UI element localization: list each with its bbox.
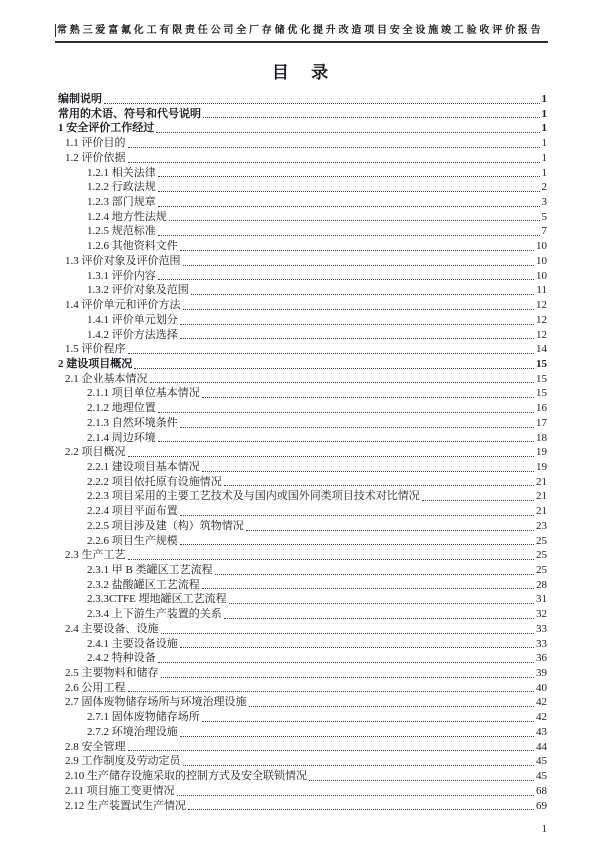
dot-leader xyxy=(158,180,540,195)
dot-leader xyxy=(177,784,534,799)
toc-entry-page: 42 xyxy=(536,696,547,709)
toc-entry-label: 2.3.1 甲 B 类罐区工艺流程 xyxy=(87,564,213,576)
toc-entry-page: 14 xyxy=(536,343,547,356)
toc-entry xyxy=(87,431,547,446)
toc-entry xyxy=(87,637,547,652)
toc-entry xyxy=(65,342,547,357)
footer-page-number: 1 xyxy=(541,823,547,835)
toc-entry-label: 2 建设项目概况 xyxy=(58,357,133,370)
toc-entry xyxy=(87,489,547,504)
header-title: 常熟三爱富氟化工有限责任公司全厂存储优化提升改造项目安全设施竣工验收评价报告 xyxy=(57,25,544,36)
toc-entry-label: 2.3 生产工艺 xyxy=(65,549,126,562)
toc-entry-label: 2.8 安全管理 xyxy=(65,740,126,753)
dot-leader xyxy=(158,651,534,666)
toc-entry xyxy=(87,651,547,666)
toc-entry-page: 21 xyxy=(536,505,547,518)
toc-entry xyxy=(87,607,547,622)
toc-entry-page: 1 xyxy=(541,166,547,179)
toc-entry xyxy=(87,710,547,725)
dot-leader xyxy=(150,372,535,387)
toc-entry-label: 2.11 项目施工变更情况 xyxy=(65,784,175,797)
toc-entry xyxy=(87,475,547,490)
toc-entry-label: 2.2.5 项目涉及建（构）筑物情况 xyxy=(87,519,244,532)
toc-entry-page: 68 xyxy=(536,784,547,797)
toc-entry-label: 2.7.1 固体废物储存场所 xyxy=(87,711,200,724)
dot-leader xyxy=(128,151,540,166)
toc-entry xyxy=(65,151,547,166)
toc-title: 目 录 xyxy=(271,63,338,82)
toc-entry-page: 33 xyxy=(536,622,547,635)
toc-entry-page: 3 xyxy=(541,196,547,209)
toc-entry xyxy=(87,386,547,401)
toc-entry-page: 15 xyxy=(536,357,547,370)
toc-entry-label: 1.5 评价程序 xyxy=(65,343,126,356)
toc-entry xyxy=(65,548,547,563)
dot-leader xyxy=(180,534,534,549)
toc-entry xyxy=(87,328,547,343)
dot-leader xyxy=(128,548,535,563)
toc-entry xyxy=(65,136,547,151)
dot-leader xyxy=(188,799,534,814)
toc-entry-label: 2.7 固体废物储存场所与环境治理设施 xyxy=(65,696,247,709)
toc-entry-page: 39 xyxy=(536,667,547,680)
toc-entry xyxy=(87,239,547,254)
toc-entry-label: 2.4.2 特种设备 xyxy=(87,652,156,665)
dot-leader xyxy=(180,416,534,431)
toc-entry-page: 1 xyxy=(541,151,547,164)
toc-entry-page: 16 xyxy=(536,402,547,415)
toc-list xyxy=(58,92,547,813)
toc-entry-label: 2.4 主要设备、设施 xyxy=(65,622,159,635)
toc-entry-page: 1 xyxy=(541,122,547,135)
toc-entry-page: 42 xyxy=(536,711,547,724)
toc-entry-label: 1.4.2 评价方法选择 xyxy=(87,328,178,341)
dot-leader xyxy=(202,386,534,401)
dot-leader xyxy=(180,725,534,740)
dot-leader xyxy=(183,254,535,269)
toc-entry-label: 2.5 主要物料和储存 xyxy=(65,667,159,680)
toc-entry-page: 11 xyxy=(536,284,547,297)
toc-entry xyxy=(65,681,547,696)
toc-entry xyxy=(87,269,547,284)
toc-entry-page: 25 xyxy=(536,534,547,547)
toc-entry-label: 2.6 公用工程 xyxy=(65,681,126,694)
toc-entry-page: 10 xyxy=(536,254,547,267)
toc-entry xyxy=(65,622,547,637)
toc-entry xyxy=(58,92,547,107)
toc-entry-label: 2.2 项目概况 xyxy=(65,446,126,459)
dot-leader xyxy=(158,224,540,239)
toc-entry xyxy=(65,254,547,269)
dot-leader xyxy=(180,637,534,652)
toc-entry-page: 19 xyxy=(536,460,547,473)
toc-entry-page: 45 xyxy=(536,755,547,768)
toc-entry-label: 1.4.1 评价单元划分 xyxy=(87,313,178,326)
toc-entry xyxy=(65,695,547,710)
toc-entry xyxy=(65,740,547,755)
dot-leader xyxy=(180,313,534,328)
dot-leader xyxy=(161,666,535,681)
toc-entry xyxy=(87,166,547,181)
toc-entry-label: 1.3 评价对象及评价范围 xyxy=(65,254,181,267)
toc-entry xyxy=(87,725,547,740)
dot-leader xyxy=(134,357,534,372)
toc-entry-page: 15 xyxy=(536,387,547,400)
toc-entry xyxy=(87,534,547,549)
toc-entry xyxy=(87,224,547,239)
toc-entry-label: 2.1.1 项目单位基本情况 xyxy=(87,387,200,400)
toc-entry-page: 36 xyxy=(536,652,547,665)
toc-entry xyxy=(87,195,547,210)
toc-entry-page: 21 xyxy=(536,475,547,488)
toc-entry-label: 1.2.6 其他资料文件 xyxy=(87,240,178,253)
toc-entry xyxy=(58,357,547,372)
toc-entry-label: 编制说明 xyxy=(58,93,102,105)
toc-entry-page: 28 xyxy=(536,578,547,591)
toc-entry-label: 2.3.2 盐酸罐区工艺流程 xyxy=(87,578,200,591)
toc-entry-label: 2.2.1 建设项目基本情况 xyxy=(87,460,200,473)
dot-leader xyxy=(224,475,534,490)
toc-entry-page: 12 xyxy=(536,299,547,312)
dot-leader xyxy=(158,195,540,210)
dot-leader xyxy=(246,519,534,534)
toc-entry xyxy=(65,298,547,313)
toc-entry-page: 5 xyxy=(541,210,547,223)
toc-entry-page: 1 xyxy=(541,107,547,120)
toc-entry-page: 23 xyxy=(536,519,547,532)
toc-entry-page: 12 xyxy=(536,313,547,326)
toc-entry xyxy=(87,519,547,534)
toc-entry-label: 1.2.5 规范标准 xyxy=(87,225,156,238)
toc-entry-page: 15 xyxy=(536,372,547,385)
toc-entry-label: 1 安全评价工作经过 xyxy=(58,122,155,135)
toc-entry-page: 40 xyxy=(536,681,547,694)
dot-leader xyxy=(202,460,534,475)
dot-leader xyxy=(158,431,534,446)
dot-leader xyxy=(158,401,534,416)
toc-entry xyxy=(65,666,547,681)
toc-entry xyxy=(65,769,547,784)
toc-entry-page: 44 xyxy=(536,740,547,753)
dot-leader xyxy=(158,166,540,181)
toc-entry-page: 7 xyxy=(541,225,547,238)
toc-entry-page: 33 xyxy=(536,637,547,650)
toc-entry-label: 2.12 生产装置试生产情况 xyxy=(65,799,186,812)
dot-leader xyxy=(183,298,535,313)
dot-leader xyxy=(229,592,534,607)
dot-leader xyxy=(202,578,534,593)
dot-leader xyxy=(104,92,540,107)
dot-leader xyxy=(203,107,540,122)
toc-entry xyxy=(87,592,547,607)
toc-entry-page: 18 xyxy=(536,431,547,444)
toc-entry-label: 2.2.2 项目依托原有设施情况 xyxy=(87,475,222,488)
dot-leader xyxy=(180,239,534,254)
toc-entry-page: 43 xyxy=(536,725,547,738)
toc-entry-label: 1.4 评价单元和评价方法 xyxy=(65,299,181,312)
toc-entry xyxy=(65,799,547,814)
dot-leader xyxy=(422,489,534,504)
toc-entry xyxy=(65,445,547,460)
toc-entry-label: 2.1.2 地理位置 xyxy=(87,402,156,415)
toc-entry-page: 32 xyxy=(536,608,547,621)
dot-leader xyxy=(128,342,535,357)
toc-entry-page: 31 xyxy=(536,593,547,606)
toc-entry-page: 25 xyxy=(536,549,547,562)
toc-entry xyxy=(87,563,547,578)
dot-leader xyxy=(128,681,535,696)
toc-entry xyxy=(58,121,547,136)
toc-entry-page: 25 xyxy=(536,564,547,576)
toc-entry-label: 1.2.1 相关法律 xyxy=(87,166,156,179)
toc-entry-label: 2.4.1 主要设备设施 xyxy=(87,637,178,650)
toc-entry-page: 19 xyxy=(536,446,547,459)
toc-entry xyxy=(87,210,547,225)
dot-leader xyxy=(180,328,534,343)
toc-entry-label: 2.2.3 项目采用的主要工艺技术及与国内或国外同类项目技术对比情况 xyxy=(87,490,420,503)
toc-entry-page: 2 xyxy=(541,181,547,194)
toc-entry-label: 常用的术语、符号和代号说明 xyxy=(58,107,201,120)
dot-leader xyxy=(128,740,535,755)
toc-entry xyxy=(87,180,547,195)
dot-leader xyxy=(161,622,535,637)
toc-entry xyxy=(58,107,547,122)
dot-leader xyxy=(128,136,540,151)
toc-entry-page: 10 xyxy=(536,269,547,282)
toc-entry-label: 1.2.2 行政法规 xyxy=(87,181,156,194)
toc-entry xyxy=(65,372,547,387)
toc-entry-page: 1 xyxy=(541,93,547,105)
dot-leader xyxy=(191,283,535,298)
toc-entry-label: 2.9 工作制度及劳动定员 xyxy=(65,755,181,768)
toc-entry-label: 1.2.4 地方性法规 xyxy=(87,210,167,223)
toc-entry-label: 1.3.2 评价对象及范围 xyxy=(87,284,189,297)
toc-entry-label: 1.2 评价依据 xyxy=(65,151,126,164)
toc-entry xyxy=(87,504,547,519)
toc-entry-label: 1.2.3 部门规章 xyxy=(87,196,156,209)
dot-leader xyxy=(169,210,540,225)
toc-entry xyxy=(65,784,547,799)
toc-entry xyxy=(87,416,547,431)
toc-entry-label: 2.2.4 项目平面布置 xyxy=(87,505,178,518)
toc-entry-page: 1 xyxy=(541,137,547,150)
dot-leader xyxy=(309,769,534,784)
toc-entry-page: 21 xyxy=(536,490,547,503)
toc-entry xyxy=(87,313,547,328)
dot-leader xyxy=(224,607,534,622)
caret-mark xyxy=(55,24,56,37)
dot-leader xyxy=(158,269,534,284)
toc-entry-page: 45 xyxy=(536,770,547,783)
toc-entry-label: 2.10 生产储存设施采取的控制方式及安全联锁情况 xyxy=(65,770,307,783)
toc-entry-page: 12 xyxy=(536,328,547,341)
toc-entry-page: 17 xyxy=(536,416,547,429)
toc-entry-page: 69 xyxy=(536,799,547,812)
toc-entry-label: 2.1.3 自然环境条件 xyxy=(87,416,178,429)
toc-entry-label: 1.3.1 评价内容 xyxy=(87,269,156,282)
dot-leader xyxy=(156,121,539,136)
page-header xyxy=(55,24,548,43)
dot-leader xyxy=(180,504,534,519)
toc-entry xyxy=(87,460,547,475)
toc-entry-label: 2.3.4 上下游生产装置的关系 xyxy=(87,608,222,621)
dot-leader xyxy=(249,695,535,710)
toc-entry-label: 2.2.6 项目生产规模 xyxy=(87,534,178,547)
toc-entry-label: 2.3.3CTFE 埋地罐区工艺流程 xyxy=(87,593,227,606)
toc-entry-label: 2.1.4 周边环境 xyxy=(87,431,156,444)
toc-entry-label: 2.1 企业基本情况 xyxy=(65,372,148,385)
toc-entry xyxy=(87,283,547,298)
toc-entry xyxy=(65,754,547,769)
toc-entry-page: 10 xyxy=(536,240,547,253)
toc-entry xyxy=(87,578,547,593)
dot-leader xyxy=(202,710,534,725)
dot-leader xyxy=(183,754,535,769)
toc-entry-label: 1.1 评价目的 xyxy=(65,137,126,150)
dot-leader xyxy=(215,563,534,578)
toc-entry xyxy=(87,401,547,416)
dot-leader xyxy=(128,445,535,460)
toc-entry-label: 2.7.2 环境治理设施 xyxy=(87,725,178,738)
